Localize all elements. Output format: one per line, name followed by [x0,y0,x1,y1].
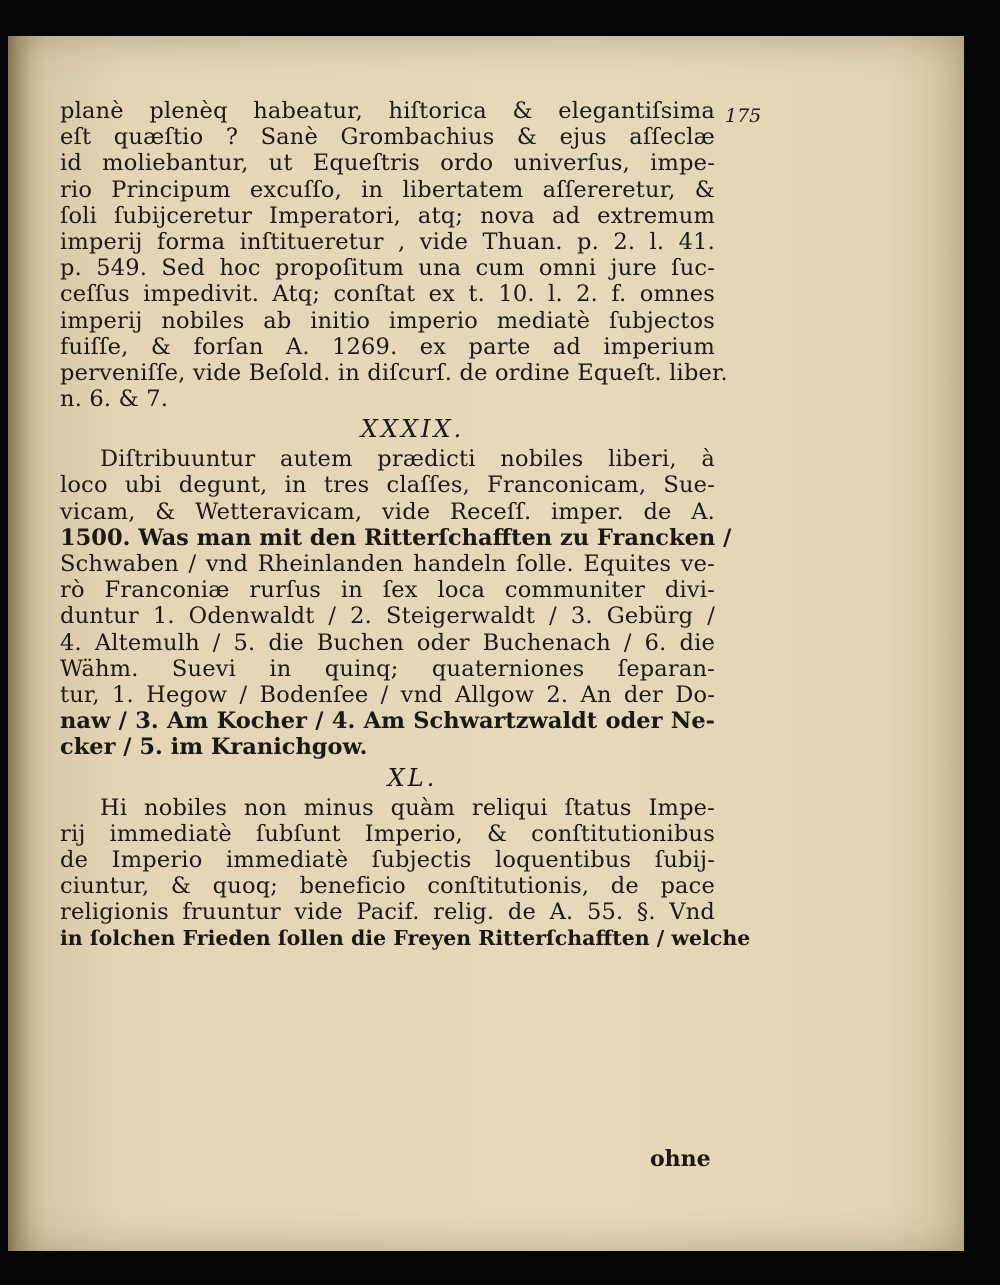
catchword: ohne [650,1146,711,1172]
text-line: Diſtribuuntur autem prædicti nobiles liberi, à [100,446,715,473]
section-heading-xl: XL. [387,763,438,792]
text-line: p. 549. Sed hoc propoſitum una cum omni jure ſuc- [60,255,715,282]
text-line: perveniſſe, vide Beſold. in diſcurſ. de ordine Equeſt. liber. [60,359,728,386]
paragraph-3 [60,794,751,952]
text-line: in ſolchen Frieden ſollen die Freyen Ritterſchafften / welche [60,926,751,951]
text-line: imperij forma inſtitueretur , vide Thuan. p. 2. l. 41. [60,228,715,255]
text-line: ceſſus impedivit. Atq; conſtat ex t. 10. l. 2. f. omnes [60,281,715,308]
text-line: naw / 3. Am Kocher / 4. Am Schwartzwaldt oder Ne- [60,708,715,735]
text-line: eſt quæſtio ? Sanè Grombachius & ejus aſſeclæ [60,124,715,151]
text-line: rò Franconiæ rurſus in ſex loca communiter divi- [60,577,715,604]
text-line: id moliebantur, ut Equeſtris ordo univerſus, impe- [60,150,715,177]
text-line: n. 6. & 7. [60,386,169,413]
page-gutter [8,36,30,1251]
scan-background [0,36,1000,1251]
paragraph-1 [60,98,728,413]
text-line: duntur 1. Odenwaldt / 2. Steigerwaldt / 3. Gebürg / [60,603,715,630]
text-line: imperij nobiles ab initio imperio mediatè ſubjectos [60,307,715,334]
text-line: 1500. Was man mit den Ritterſchafften zu Francken / [60,524,732,551]
page-number: 175 [725,105,762,127]
text-line: ſoli ſubijceretur Imperatori, atq; nova ad extremum [60,202,715,229]
paragraph-2 [60,446,732,761]
text-line: rio Principum excuſſo, in libertatem aſſereretur, & [60,176,715,203]
section-heading-xxxix: XXXIX. [360,415,465,444]
text-line: 4. Altemulh / 5. die Buchen oder Buchenach / 6. die [60,629,715,656]
text-line: Hi nobiles non minus quàm reliqui ſtatus Impe- [100,794,715,821]
text-line: cker / 5. im Kranichgow. [60,734,368,761]
text-line: ciuntur, & quoq; beneficio conſtitutionis, de pace [60,873,715,900]
text-line: Wähm. Suevi in quinq; quaterniones ſeparan- [60,655,715,682]
text-line: fuiſſe, & forſan A. 1269. ex parte ad imperium [60,333,715,360]
text-line: Schwaben / vnd Rheinlanden handeln ſolle. Equites ve- [60,551,715,577]
text-line: loco ubi degunt, in tres claſſes, Franconicam, Sue- [60,472,715,499]
text-line: religionis fruuntur vide Pacif. relig. de A. 55. §. Vnd [60,899,715,926]
text-line: tur, 1. Hegow / Bodenſee / vnd Allgow 2. An der Do- [60,681,715,708]
text-line: vicam, & Wetteravicam, vide Receſſ. imper. de A. [60,498,715,525]
text-line: rij immediatè ſubſunt Imperio, & conſtitutionibus [60,820,715,847]
text-line: de Imperio immediatè ſubjectis loquentibus ſubij- [60,846,715,873]
text-line: planè plenèq habeatur, hiſtorica & elegantiſsima [60,98,715,124]
